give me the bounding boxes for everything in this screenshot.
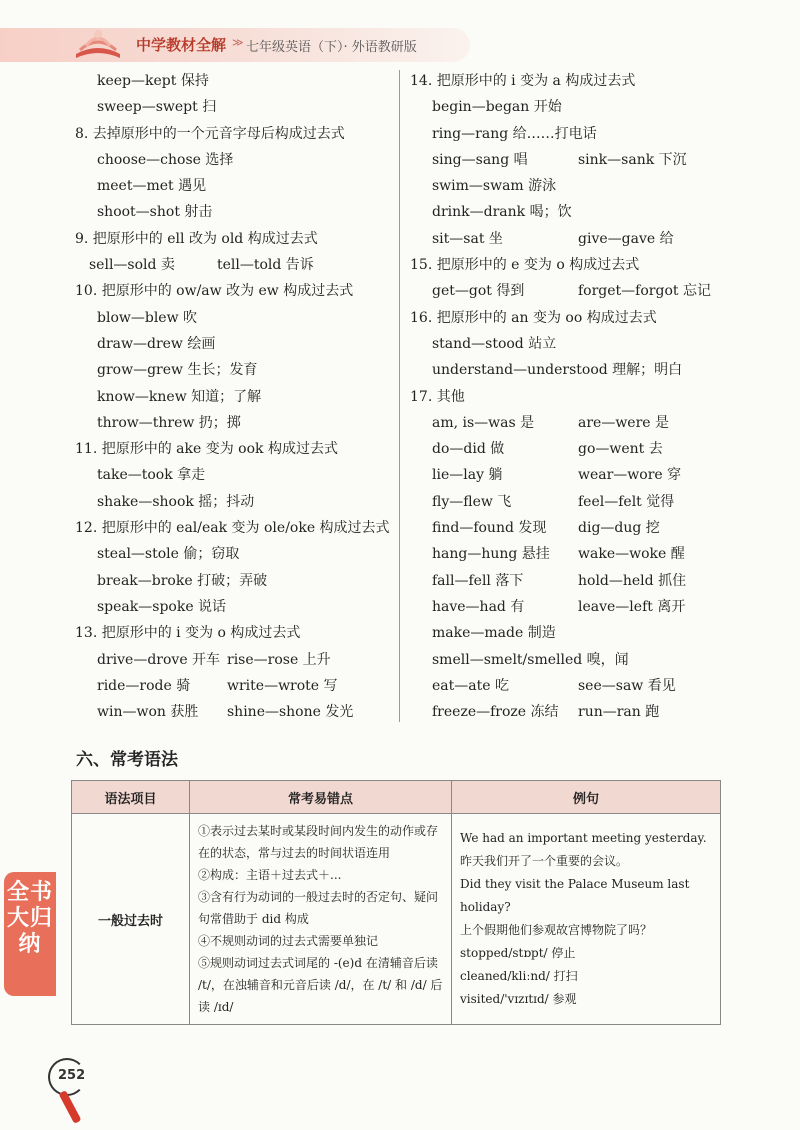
grammar-table xyxy=(71,780,721,1025)
verb-entry: freeze—froze 冻结 run—ran 跑 xyxy=(432,704,660,721)
page-number: 252 xyxy=(58,1068,86,1083)
book-logo-icon xyxy=(70,24,126,64)
verb-entry: stand—stood 站立 xyxy=(432,335,557,352)
rule-heading: 13. 把原形中的 i 变为 o 构成过去式 xyxy=(75,625,301,642)
rule-heading: 11. 把原形中的 ake 变为 ook 构成过去式 xyxy=(75,441,338,458)
book-subtitle: 七年级英语（下）· 外语教研版 xyxy=(246,40,417,55)
side-tab-line: 全书 xyxy=(6,880,53,905)
table-row xyxy=(72,814,721,1025)
verb-entry: hang—hung 悬挂 wake—woke 醒 xyxy=(432,546,685,563)
verb-entry: sing—sang 唱 sink—sank 下沉 xyxy=(432,151,687,168)
verb-entry: shake—shook 摇；抖动 xyxy=(97,493,255,510)
example-text: visited/'vɪzɪtɪd/ 参观 xyxy=(460,992,577,1006)
right-column xyxy=(410,68,740,725)
rule-heading: 15. 把原形中的 e 变为 o 构成过去式 xyxy=(410,257,640,274)
example-text: 上个假期他们参观故宫博物院了吗？ xyxy=(460,923,653,937)
point-text: ③含有行为动词的一般过去时的否定句、疑问句常借助于 did 构成 xyxy=(198,890,439,926)
rule-heading: 9. 把原形中的 ell 改为 old 构成过去式 xyxy=(75,230,318,247)
verb-entry: fly—flew 飞 feel—felt 觉得 xyxy=(432,493,675,510)
verb-entry: fall—fell 落下 hold—held 抓住 xyxy=(432,572,687,589)
example-text: stopped/stɒpt/ 停止 xyxy=(460,946,576,960)
rule-heading: 17. 其他 xyxy=(410,388,465,405)
verb-entry: find—found 发现 dig—dug 挖 xyxy=(432,520,660,537)
points-cell xyxy=(190,814,452,1025)
verb-entry: keep—kept 保持 xyxy=(97,73,209,89)
verb-entry: blow—blew 吹 xyxy=(97,309,198,326)
verb-entry: grow—grew 生长；发育 xyxy=(97,362,258,379)
verb-entry: begin—began 开始 xyxy=(432,99,562,116)
verb-entry: make—made 制造 xyxy=(432,625,556,642)
section-title: 六、常考语法 xyxy=(76,750,178,770)
verb-entry: draw—drew 绘画 xyxy=(97,335,216,352)
table-header-row xyxy=(72,781,721,814)
verb-entry: sell—sold 卖 tell—told 告诉 xyxy=(89,257,314,274)
side-tab-line: 大归纳 xyxy=(6,906,53,957)
point-text: ②构成：主语＋过去式＋... xyxy=(198,868,342,882)
verb-entry: swim—swam 游泳 xyxy=(432,178,557,195)
header-grammar-item: 语法项目 xyxy=(72,781,190,814)
point-text: ④不规则动词的过去式需要单独记 xyxy=(198,934,379,948)
verb-entry: choose—chose 选择 xyxy=(97,151,234,168)
verb-entry: am, is—was 是 are—were 是 xyxy=(432,414,670,431)
verb-entry: steal—stole 偷；窃取 xyxy=(97,546,240,563)
verb-entry: know—knew 知道；了解 xyxy=(97,388,262,405)
rule-heading: 16. 把原形中的 an 变为 oo 构成过去式 xyxy=(410,309,657,326)
header-example-sentences: 例句 xyxy=(452,781,721,814)
header-separator: ≫ xyxy=(232,36,244,49)
example-text: We had an important meeting yesterday. xyxy=(460,831,707,845)
rule-heading: 12. 把原形中的 eal/eak 变为 ole/oke 构成过去式 xyxy=(75,520,390,537)
verb-entry: take—took 拿走 xyxy=(97,467,206,484)
verb-entry: shoot—shot 射击 xyxy=(97,204,213,221)
verb-entry: smell—smelt/smelled 嗅，闻 xyxy=(432,651,629,668)
verb-entry: do—did 做 go—went 去 xyxy=(432,441,663,458)
verb-entry: win—won 获胜 shine—shone 发光 xyxy=(97,704,354,721)
rule-heading: 8. 去掉原形中的一个元音字母后构成过去式 xyxy=(75,125,345,142)
example-text: 昨天我们开了一个重要的会议。 xyxy=(460,854,629,868)
header-common-errors: 常考易错点 xyxy=(190,781,452,814)
verb-entry: have—had 有 leave—left 离开 xyxy=(432,598,686,615)
verb-entry: throw—threw 扔；掷 xyxy=(97,414,241,431)
rule-heading: 10. 把原形中的 ow/aw 改为 ew 构成过去式 xyxy=(75,283,354,300)
verb-entry: ring—rang 给……打电话 xyxy=(432,125,597,142)
side-tab xyxy=(4,872,56,996)
verb-entry: sweep—swept 扫 xyxy=(97,99,217,116)
verb-entry: eat—ate 吃 see—saw 看见 xyxy=(432,677,676,694)
examples-cell xyxy=(452,814,721,1025)
example-text: Did they visit the Palace Museum last holiday? xyxy=(460,877,690,914)
verb-entry: lie—lay 躺 wear—wore 穿 xyxy=(432,467,682,484)
verb-entry: drive—drove 开车 rise—rose 上升 xyxy=(97,651,331,668)
rule-heading: 14. 把原形中的 i 变为 a 构成过去式 xyxy=(410,73,636,89)
point-text: ①表示过去某时或某段时间内发生的动作或存在的状态，常与过去的时间状语连用 xyxy=(198,824,439,860)
book-title: 中学教材全解 xyxy=(136,36,227,54)
verb-entry: understand—understood 理解；明白 xyxy=(432,362,683,379)
verb-entry: ride—rode 骑 write—wrote 写 xyxy=(97,677,338,694)
column-divider xyxy=(399,70,400,722)
verb-entry: drink—drank 喝；饮 xyxy=(432,204,572,221)
verb-entry: break—broke 打破；弄破 xyxy=(97,572,268,589)
left-column xyxy=(75,68,390,725)
grammar-item-cell: 一般过去时 xyxy=(72,814,190,1025)
verb-entry: meet—met 遇见 xyxy=(97,178,207,195)
verb-entry: speak—spoke 说话 xyxy=(97,598,227,615)
verb-entry: sit—sat 坐 give—gave 给 xyxy=(432,230,674,247)
example-text: cleaned/kliːnd/ 打扫 xyxy=(460,969,578,983)
point-text: ⑤规则动词过去式词尾的 -(e)d 在清辅音后读 /t/，在浊辅音和元音后读 /d/，在 /t/ 和 /d/ 后读 /ɪd/ xyxy=(198,956,443,1014)
verb-entry: get—got 得到 forget—forgot 忘记 xyxy=(432,283,711,300)
